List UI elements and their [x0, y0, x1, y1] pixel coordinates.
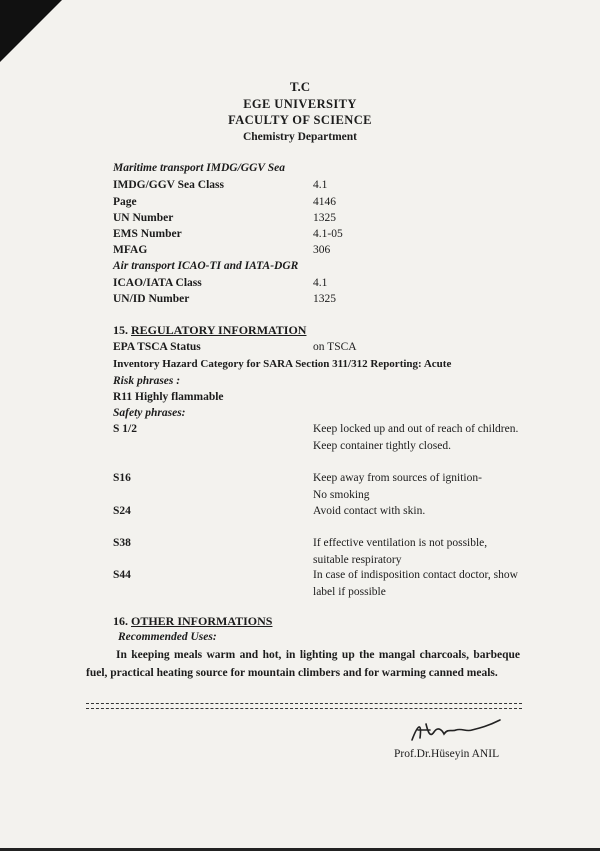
maritime-value: 1325: [313, 212, 336, 224]
separator-line: [86, 708, 522, 709]
safety-text: Keep locked up and out of reach of children. Keep container tightly closed.: [313, 423, 519, 452]
air-label: UN/ID Number: [113, 293, 190, 305]
maritime-label: Page: [113, 196, 137, 208]
air-heading: Air transport ICAO-TI and IATA-DGR: [113, 260, 299, 272]
section-15-number: 15.: [113, 323, 128, 337]
epa-tsca-label: EPA TSCA Status: [113, 341, 201, 353]
maritime-heading: Maritime transport IMDG/GGV Sea: [113, 162, 286, 174]
signatory-name: Prof.Dr.Hüseyin ANIL: [394, 748, 500, 760]
maritime-label: IMDG/GGV Sea Class: [113, 179, 224, 191]
maritime-value: 4146: [313, 196, 336, 208]
air-value: 1325: [313, 293, 336, 305]
country-line: T.C: [289, 79, 311, 94]
university-name: EGE UNIVERSITY: [243, 97, 357, 111]
maritime-value: 4.1-05: [313, 228, 343, 240]
section-16-heading: [113, 613, 272, 630]
corner-mark: [0, 0, 62, 62]
safety-code: S24: [113, 505, 131, 517]
faculty-name: FACULTY OF SCIENCE: [228, 113, 372, 127]
letterhead: [0, 78, 600, 146]
handwritten-signature: [408, 718, 504, 746]
epa-tsca-value: on TSCA: [313, 341, 357, 353]
risk-phrase-item: R11 Highly flammable: [113, 391, 224, 403]
inventory-hazard-line: Inventory Hazard Category for SARA Section 311/312 Reporting: Acute: [113, 358, 452, 370]
safety-text: In case of indisposition contact doctor, show label if possible: [313, 569, 518, 598]
maritime-value: 4.1: [313, 179, 328, 191]
safety-phrases-heading: Safety phrases:: [113, 407, 186, 419]
separator-line: [86, 703, 522, 704]
section-16-number: 16.: [113, 614, 128, 628]
safety-code: S16: [113, 472, 131, 484]
maritime-label: UN Number: [113, 212, 174, 224]
maritime-value: 306: [313, 244, 331, 256]
air-value: 4.1: [313, 277, 328, 289]
air-label: ICAO/IATA Class: [113, 277, 202, 289]
department-name: Chemistry Department: [242, 131, 357, 143]
risk-phrases-heading: Risk phrases :: [113, 375, 181, 387]
safety-text: Avoid contact with skin.: [313, 505, 426, 517]
safety-code: S38: [113, 537, 131, 549]
recommended-uses-heading: Recommended Uses:: [118, 631, 217, 643]
maritime-label: MFAG: [113, 244, 148, 256]
section-16-title: OTHER INFORMATIONS: [131, 614, 273, 628]
safety-code: S44: [113, 569, 131, 581]
safety-code: S 1/2: [113, 423, 137, 435]
safety-text: If effective ventilation is not possible, suitable respiratory: [313, 537, 488, 566]
maritime-label: EMS Number: [113, 228, 182, 240]
section-15-title: REGULATORY INFORMATION: [131, 323, 307, 337]
safety-text: Keep away from sources of ignition-No smoking: [313, 472, 482, 501]
section-15-heading: [113, 322, 306, 339]
recommended-uses-text: In keeping meals warm and hot, in lighting up the mangal charcoals, barbeque fuel, practical heating source for mountain climbers and for warming canned meals.: [86, 649, 520, 679]
